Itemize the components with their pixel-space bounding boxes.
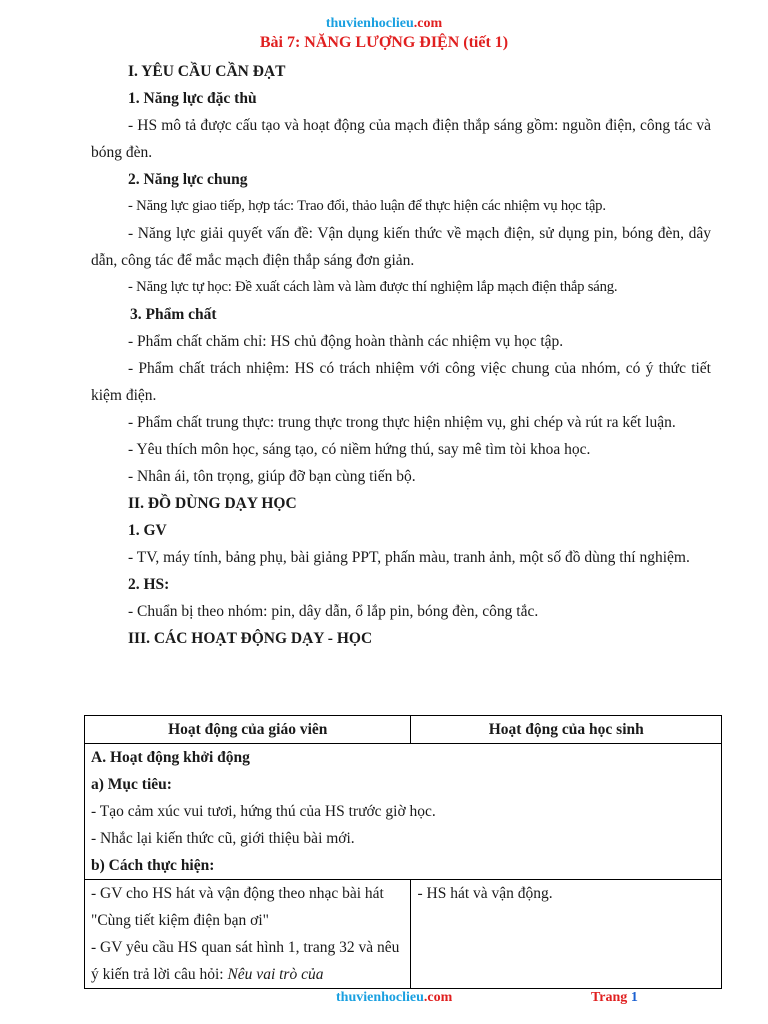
subsection-heading: 3. Phẩm chất: [130, 306, 217, 323]
teacher-cell: [85, 880, 411, 989]
page-label: Trang: [591, 990, 631, 1005]
teacher-step-text: - GV yêu cầu HS quan sát hình 1, trang 32 và nêu ý kiến trả lời câu hỏi:: [91, 939, 400, 983]
paragraph: - Nhân ái, tôn trọng, giúp đỡ bạn cùng tiến bộ.: [128, 468, 416, 485]
student-cell: [411, 880, 722, 989]
subsection-heading: 2. HS:: [128, 576, 170, 593]
paragraph: - HS mô tả được cấu tạo và hoạt động của mạch điện thắp sáng gồm: nguồn điện, công tác và bóng đèn.: [91, 117, 711, 161]
table-header-row: [85, 716, 722, 744]
lesson-title: Bài 7: NĂNG LƯỢNG ĐIỆN (tiết 1): [259, 34, 509, 51]
paragraph: - Phẩm chất trung thực: trung thực trong thực hiện nhiệm vụ, ghi chép và rút ra kết luận.: [128, 414, 676, 431]
activity-table: [84, 715, 722, 989]
paragraph: - Chuẩn bị theo nhóm: pin, dây dẫn, ổ lắp pin, bóng đèn, công tắc.: [128, 603, 539, 620]
subsection-heading: 1. Năng lực đặc thù: [128, 90, 257, 107]
subsection-heading: 2. Năng lực chung: [128, 171, 248, 188]
subsection-heading: 1. GV: [128, 522, 167, 539]
paragraph: - Phẩm chất chăm chỉ: HS chủ động hoàn thành các nhiệm vụ học tập.: [128, 333, 564, 350]
student-step: - HS hát và vận động.: [417, 885, 553, 902]
teacher-step: [91, 934, 404, 988]
paragraph: - Phẩm chất trách nhiệm: HS có trách nhiệm với công việc chung của nhóm, có ý thức tiết kiệm điện.: [91, 360, 711, 404]
teacher-step-question: Nêu vai trò của: [227, 966, 324, 983]
column-header-teacher: Hoạt động của giáo viên: [85, 716, 411, 744]
activity-title: A. Hoạt động khởi động: [91, 749, 250, 766]
paragraph: - Năng lực tự học: Đề xuất cách làm và làm được thí nghiệm lắp mạch điện thắp sáng.: [128, 279, 618, 295]
footer-site-domain: .com: [423, 990, 453, 1005]
site-header: [0, 16, 768, 32]
table-row: [85, 880, 722, 989]
document-body: [91, 58, 711, 652]
table-row: [85, 744, 722, 880]
page-number: [591, 990, 638, 1006]
section-heading: II. ĐỒ DÙNG DẠY HỌC: [128, 495, 297, 512]
activity-intro-cell: [85, 744, 722, 880]
column-header-student: Hoạt động của học sinh: [411, 716, 722, 744]
goal-heading: a) Mục tiêu:: [91, 776, 172, 793]
site-name: thuvienhoclieu: [325, 16, 414, 31]
goal-item: - Nhắc lại kiến thức cũ, giới thiệu bài mới.: [91, 830, 355, 847]
goal-item: - Tạo cảm xúc vui tươi, hứng thú của HS trước giờ học.: [91, 803, 436, 820]
site-domain: .com: [413, 16, 443, 31]
paragraph: - Năng lực giải quyết vấn đề: Vận dụng kiến thức về mạch điện, sử dụng pin, bóng đèn, dây dẫn, công tác để mắc mạch điện thắp sáng đơn giản.: [91, 225, 711, 269]
teacher-step: - GV cho HS hát và vận động theo nhạc bài hát "Cùng tiết kiệm điện bạn ơi": [91, 885, 384, 929]
footer-site-name: thuvienhoclieu: [336, 990, 424, 1005]
method-heading: b) Cách thực hiện:: [91, 857, 215, 874]
page-number-value: 1: [630, 990, 638, 1005]
section-heading: III. CÁC HOẠT ĐỘNG DẠY - HỌC: [128, 630, 373, 647]
section-heading: I. YÊU CẦU CẦN ĐẠT: [128, 63, 286, 80]
paragraph: - Năng lực giao tiếp, hợp tác: Trao đổi, thảo luận để thực hiện các nhiệm vụ học tập.: [128, 198, 606, 214]
paragraph: - TV, máy tính, bảng phụ, bài giảng PPT, phấn màu, tranh ảnh, một số đồ dùng thí nghiệm.: [128, 549, 690, 566]
paragraph: - Yêu thích môn học, sáng tạo, có niềm hứng thú, say mê tìm tòi khoa học.: [128, 441, 591, 458]
footer-site: [336, 990, 452, 1006]
